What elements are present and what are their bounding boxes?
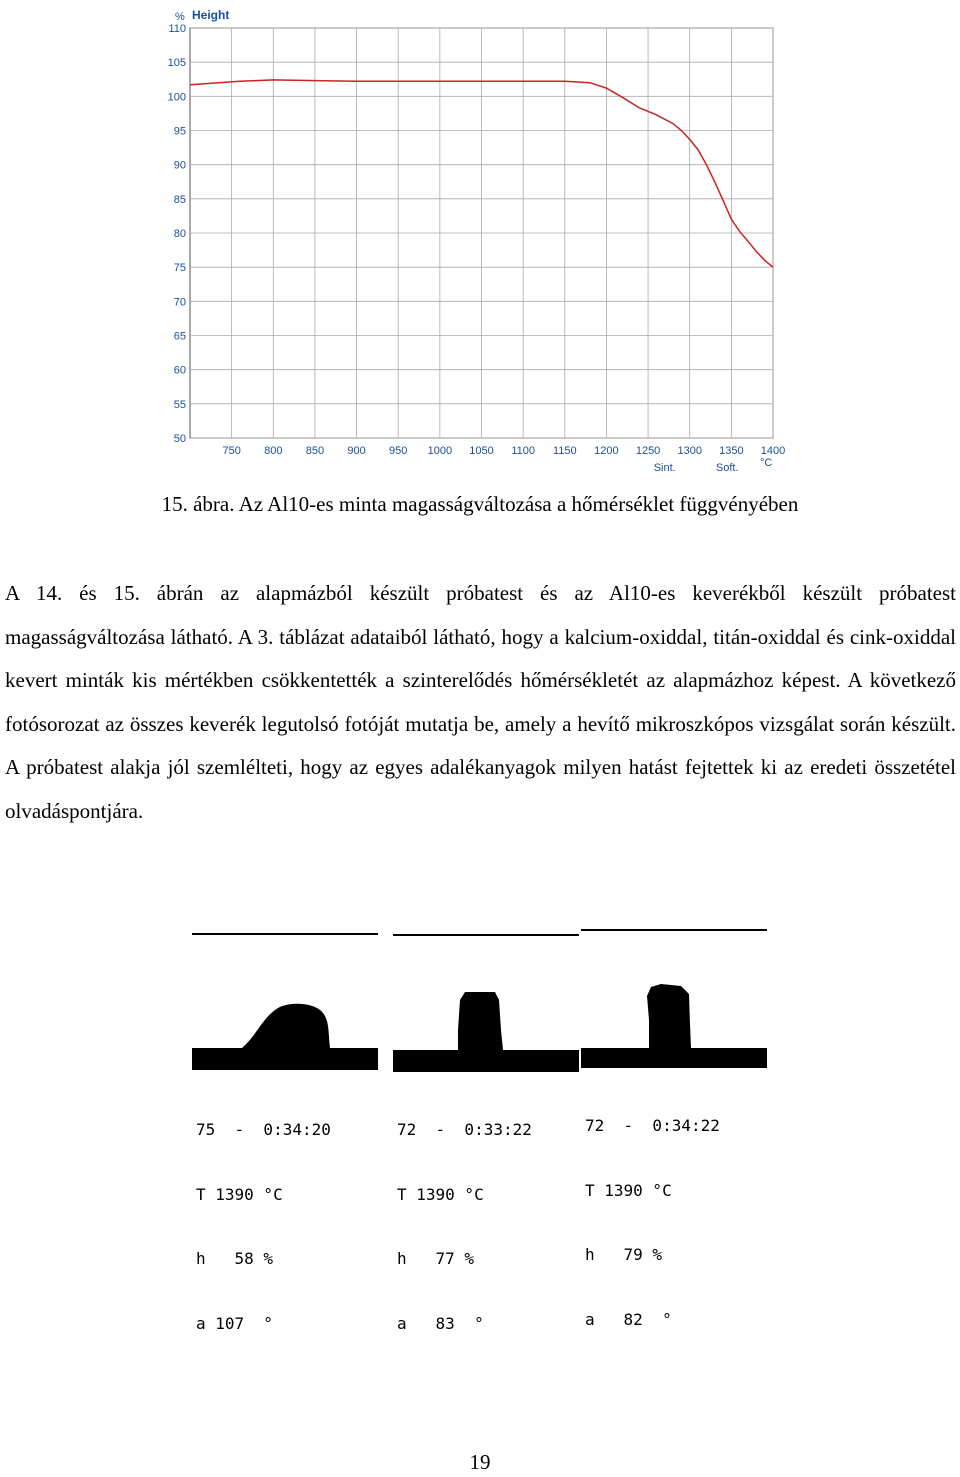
specimen-silhouette-1	[192, 920, 378, 1080]
x-tick-label: 900	[347, 445, 366, 457]
marker-label: Soft.	[715, 462, 739, 474]
readout-time: 75 - 0:34:20	[196, 1120, 331, 1139]
x-tick-label: 1250	[635, 445, 661, 457]
photo-readout-3	[585, 1072, 765, 1373]
readout-height: h 58 %	[196, 1249, 274, 1268]
photo-series	[0, 920, 960, 1333]
x-tick-labels	[222, 445, 785, 457]
x-tick-label: 1300	[677, 445, 702, 457]
readout-time: 72 - 0:33:22	[397, 1120, 532, 1139]
photo-readout-1	[196, 1076, 376, 1377]
y-tick-label: 75	[173, 262, 186, 275]
y-tick-label: 85	[173, 193, 186, 206]
x-tick-label: 1050	[469, 445, 494, 457]
readout-angle: a 107 °	[196, 1313, 274, 1333]
photo-readout-2	[397, 1076, 577, 1377]
y-tick-label: 100	[167, 91, 186, 104]
x-tick-label: 750	[222, 445, 241, 457]
readout-temperature: T 1390 °C	[196, 1184, 283, 1204]
x-tick-label: 1200	[594, 445, 619, 457]
y-tick-label: 65	[173, 330, 186, 343]
y-axis-title: Height	[192, 8, 230, 22]
x-tick-label: 1100	[511, 445, 535, 457]
body-paragraph: A 14. és 15. ábrán az alapmázból készült próbatest és az Al10-es keverékből készült próbatest magasságváltozása látható. A 3. táblázat adataiból látható, hogy a kalcium-oxiddal, titán-oxiddal és cink-oxiddal kevert minták kis mértékben csökkentették a szinterelődés hőmérsékletét az alapmázhoz képest. A következő fotósorozat az összes keverék legutolsó fotóját mutatja be, amely a hevítő mikroszkópos vizsgálat során készült. A próbatest alakja jól szemlélteti, hogy az egyes adalékanyagok milyen hatást fejtettek ki az eredeti összetétel olvadáspontjára.	[5, 581, 956, 823]
page-number: 19	[469, 1450, 491, 1474]
y-tick-label: 110	[168, 23, 186, 35]
x-tick-label: 1400	[760, 445, 786, 457]
y-tick-label: 95	[173, 125, 186, 138]
readout-height: h 77 %	[397, 1249, 475, 1268]
readout-temperature: T 1390 °C	[585, 1180, 672, 1200]
y-tick-label: 80	[173, 228, 186, 240]
figure-caption: 15. ábra. Az Al10-es minta magasságváltozása a hőmérséklet függvényében	[161, 492, 799, 516]
y-unit-label: %	[175, 11, 185, 23]
x-tick-label: 1150	[552, 445, 577, 457]
y-tick-labels	[168, 23, 186, 445]
chart-grid	[190, 28, 773, 438]
y-tick-label: 70	[173, 296, 186, 309]
height-temperature-chart	[0, 0, 960, 480]
y-tick-label: 50	[173, 433, 186, 445]
readout-time: 72 - 0:34:22	[585, 1116, 720, 1135]
x-unit-label: °C	[760, 457, 773, 469]
x-tick-label: 1000	[427, 445, 453, 457]
specimen-silhouette-3	[581, 920, 767, 1080]
x-tick-label: 950	[389, 445, 408, 457]
readout-temperature: T 1390 °C	[397, 1184, 484, 1204]
marker-label: Sint.	[653, 462, 676, 474]
y-tick-label: 55	[173, 398, 186, 411]
photo-1	[192, 920, 378, 1333]
readout-angle: a 83 °	[397, 1313, 484, 1333]
readout-height: h 79 %	[585, 1245, 663, 1264]
phase-markers	[654, 462, 739, 474]
y-tick-label: 90	[173, 159, 186, 172]
y-tick-label: 60	[173, 364, 186, 377]
readout-angle: a 82 °	[585, 1309, 672, 1329]
y-tick-label: 105	[167, 57, 186, 70]
x-tick-label: 800	[264, 445, 283, 457]
specimen-silhouette-2	[393, 920, 579, 1080]
photo-2	[393, 920, 579, 1333]
x-tick-label: 850	[305, 445, 325, 457]
photo-3	[581, 920, 767, 1329]
x-tick-label: 1350	[719, 445, 744, 457]
